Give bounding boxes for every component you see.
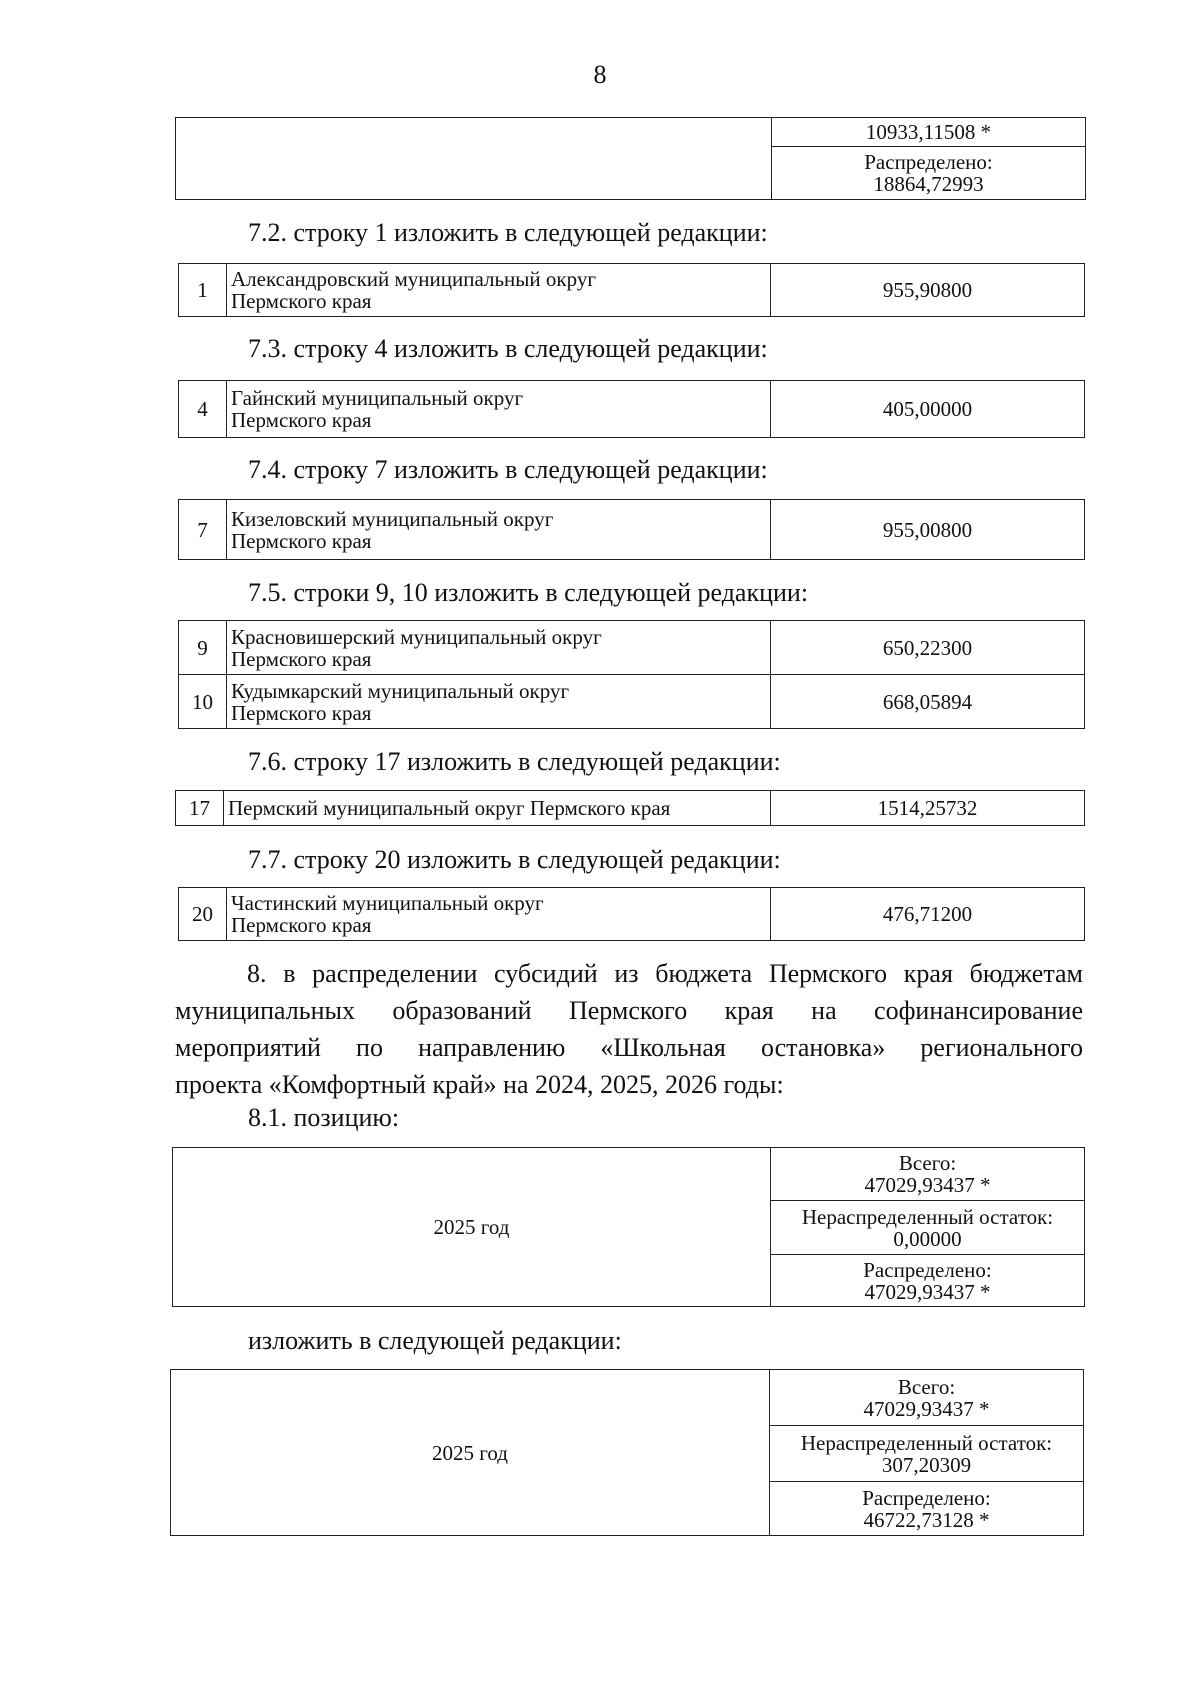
heading-7-2: 7.2. строку 1 изложить в следующей редакции: xyxy=(248,218,768,247)
district-value: 955,90800 xyxy=(771,264,1085,317)
district-name-line2: Пермского края xyxy=(231,700,372,725)
heading-new-redaction: изложить в следующей редакции: xyxy=(248,1326,622,1355)
district-value: 668,05894 xyxy=(771,675,1085,729)
heading-7-7: 7.7. строку 20 изложить в следующей редакции: xyxy=(248,845,781,874)
district-value: 955,00800 xyxy=(771,500,1085,560)
distributed-label: Распределено: xyxy=(862,1485,991,1510)
district-name-line2: Пермского края xyxy=(231,289,372,313)
year-label: 2025 год xyxy=(173,1148,771,1307)
top-table xyxy=(175,117,1086,200)
total-label: Всего: xyxy=(897,1374,956,1399)
total-label: Всего: xyxy=(898,1151,957,1175)
district-name-line1: Частинский муниципальный округ xyxy=(231,891,544,915)
row-number: 17 xyxy=(176,791,224,826)
heading-8-1: 8.1. позицию: xyxy=(248,1103,400,1132)
table-8-1-old xyxy=(172,1147,1085,1307)
remainder-cell xyxy=(771,1201,1085,1255)
row-number: 9 xyxy=(179,621,227,675)
district-name: Пермский муниципальный округ Пермского края xyxy=(224,791,771,826)
section-8-line-1: 8. в распределении субсидий из бюджета Пермского края бюджетам xyxy=(247,959,1083,988)
table-7-7 xyxy=(178,887,1085,941)
district-value: 476,71200 xyxy=(771,888,1085,941)
row-number: 20 xyxy=(179,888,227,941)
top-table-empty-cell xyxy=(176,118,772,200)
row-number: 4 xyxy=(179,381,227,438)
district-name-line1: Кизеловский муниципальный округ xyxy=(231,506,554,531)
district-name xyxy=(227,621,771,675)
table-7-2 xyxy=(178,263,1085,317)
distributed-label: Распределено: xyxy=(864,150,993,174)
distributed-cell xyxy=(770,1482,1084,1536)
section-8-line-2: муниципальных образований Пермского края на софинансирование xyxy=(175,996,1083,1025)
top-table-value: 10933,11508 * xyxy=(772,118,1086,147)
distributed-value: 46722,73128 * xyxy=(863,1507,990,1532)
heading-7-3: 7.3. строку 4 изложить в следующей редакции: xyxy=(248,334,768,363)
heading-7-4: 7.4. строку 7 изложить в следующей редакции: xyxy=(248,455,768,484)
district-name xyxy=(227,675,771,729)
row-number: 7 xyxy=(179,500,227,560)
total-value: 47029,93437 * xyxy=(864,1173,991,1197)
table-7-5 xyxy=(178,620,1085,729)
district-name-line2: Пермского края xyxy=(231,646,372,671)
section-8-line-4: проекта «Комфортный край» на 2024, 2025, 2026 годы: xyxy=(175,1070,784,1099)
year-label: 2025 год xyxy=(171,1370,770,1536)
distributed-cell xyxy=(771,1255,1085,1307)
distributed-label: Распределено: xyxy=(863,1257,992,1282)
page-number: 8 xyxy=(593,60,607,89)
district-value: 1514,25732 xyxy=(771,791,1085,826)
total-cell xyxy=(770,1370,1084,1426)
table-7-6 xyxy=(175,790,1085,826)
remainder-label: Нераспределенный остаток: xyxy=(800,1430,1053,1455)
district-value: 405,00000 xyxy=(771,381,1085,438)
district-name-line1: Красновишерский муниципальный округ xyxy=(231,624,602,649)
table-row xyxy=(179,675,1085,729)
top-table-distributed xyxy=(772,147,1086,200)
district-name-line2: Пермского края xyxy=(231,408,372,432)
remainder-label: Нераспределенный остаток: xyxy=(801,1204,1054,1229)
section-8-paragraph xyxy=(175,955,1083,1103)
table-8-1-new xyxy=(170,1369,1084,1536)
heading-7-5: 7.5. строки 9, 10 изложить в следующей редакции: xyxy=(248,578,809,607)
distributed-value: 47029,93437 * xyxy=(864,1279,991,1304)
total-value: 47029,93437 * xyxy=(863,1396,990,1421)
district-name xyxy=(227,381,771,438)
section-8-line-3: мероприятий по направлению «Школьная остановка» регионального xyxy=(175,1033,1083,1062)
district-name-line1: Александровский муниципальный округ xyxy=(231,267,596,291)
district-name xyxy=(227,888,771,941)
table-7-3 xyxy=(178,380,1085,438)
district-name xyxy=(227,500,771,560)
district-name-line1: Гайнский муниципальный округ xyxy=(231,386,524,410)
row-number: 1 xyxy=(179,264,227,317)
district-name-line2: Пермского края xyxy=(231,528,372,553)
table-row xyxy=(179,621,1085,675)
remainder-value: 0,00000 xyxy=(893,1226,962,1251)
row-number: 10 xyxy=(179,675,227,729)
heading-7-6: 7.6. строку 17 изложить в следующей редакции: xyxy=(248,747,781,776)
distributed-value: 18864,72993 xyxy=(873,172,984,196)
total-cell xyxy=(771,1148,1085,1201)
district-name xyxy=(227,264,771,317)
district-name-line1: Кудымкарский муниципальный округ xyxy=(231,678,570,703)
remainder-cell xyxy=(770,1426,1084,1482)
table-7-4 xyxy=(178,499,1085,560)
district-name-line2: Пермского края xyxy=(231,913,372,937)
district-value: 650,22300 xyxy=(771,621,1085,675)
remainder-value: 307,20309 xyxy=(881,1452,972,1477)
